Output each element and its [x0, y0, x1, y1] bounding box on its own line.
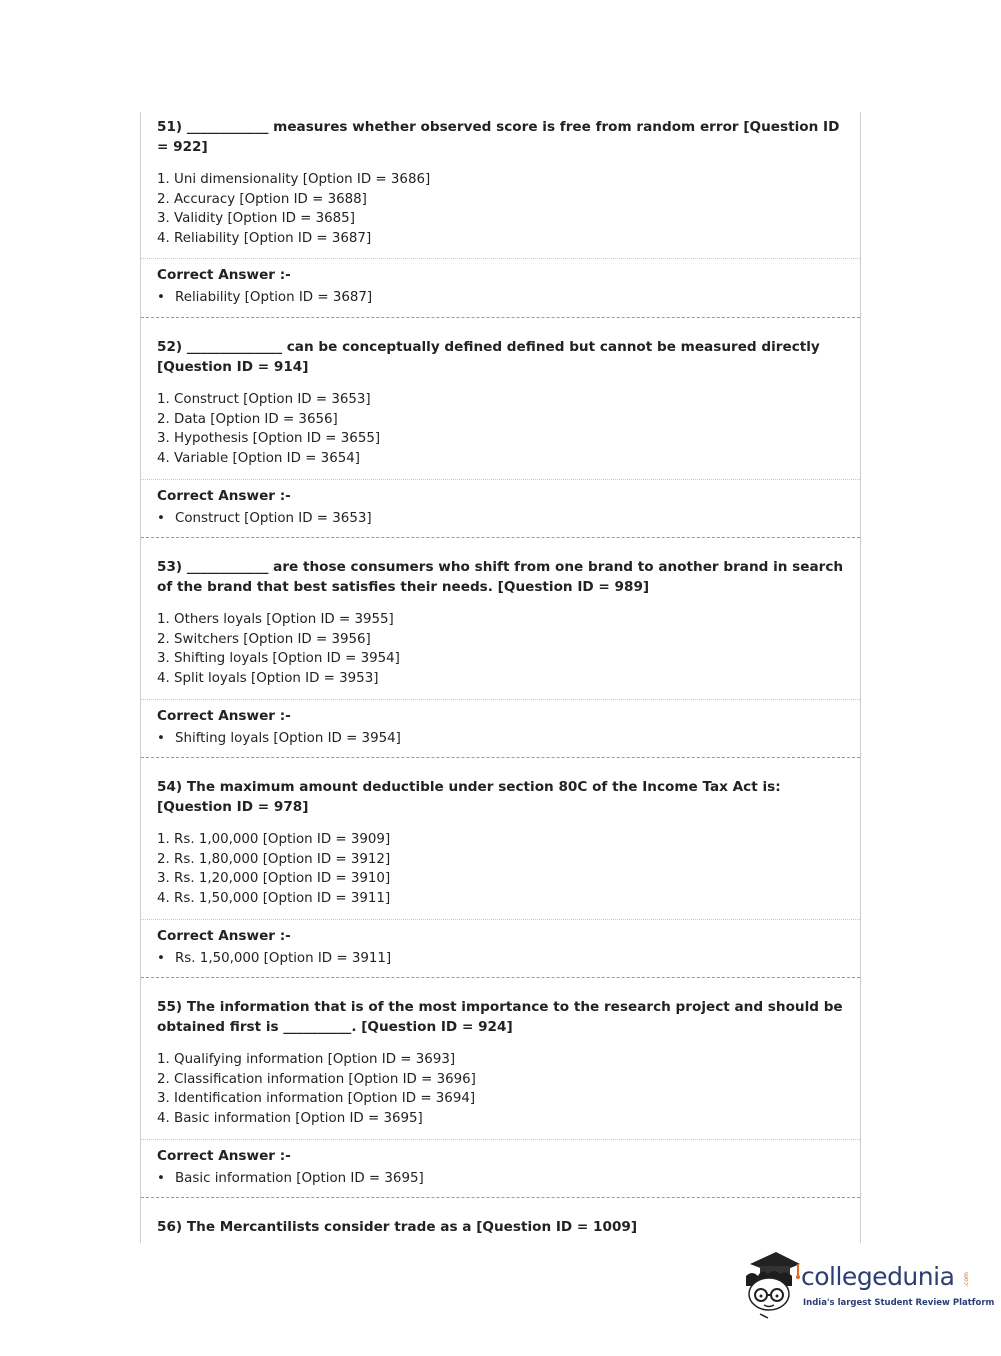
question-54: [141, 758, 860, 978]
correct-answer-label: Correct Answer :-: [157, 488, 291, 504]
option-item: 3. Rs. 1,20,000 [Option ID = 3910]: [157, 871, 391, 887]
correct-answer-text: Basic information [Option ID = 3695]: [175, 1171, 424, 1186]
question-text: 54) The maximum amount deductible under section 80C of the Income Tax Act is: [Question ID = 978]: [157, 779, 781, 815]
question-53: [141, 538, 860, 758]
bullet-icon: •: [157, 1171, 165, 1186]
option-item: 4. Reliability [Option ID = 3687]: [157, 230, 372, 246]
correct-answer-label: Correct Answer :-: [157, 267, 291, 283]
question-51: [141, 112, 860, 318]
option-item: 3. Identification information [Option ID = 3694]: [157, 1091, 476, 1107]
option-item: 2. Rs. 1,80,000 [Option ID = 3912]: [157, 851, 391, 867]
option-item: 3. Shifting loyals [Option ID = 3954]: [157, 651, 400, 667]
correct-answer-section: [141, 258, 860, 307]
option-item: 2. Accuracy [Option ID = 3688]: [157, 191, 367, 207]
question-55: [141, 978, 860, 1198]
brand-tagline: India's largest Student Review Platform: [803, 1298, 995, 1308]
option-list: [157, 830, 844, 908]
bullet-icon: •: [157, 731, 165, 746]
option-item: 3. Validity [Option ID = 3685]: [157, 211, 355, 227]
question-52: [141, 318, 860, 538]
option-item: 1. Uni dimensionality [Option ID = 3686]: [157, 172, 431, 187]
option-item: 1. Others loyals [Option ID = 3955]: [157, 612, 394, 627]
question-56: [141, 1198, 860, 1237]
option-item: 3. Hypothesis [Option ID = 3655]: [157, 431, 381, 447]
bullet-icon: •: [157, 511, 165, 526]
question-text: 56) The Mercantilists consider trade as a [Question ID = 1009]: [157, 1219, 638, 1235]
correct-answer-label: Correct Answer :-: [157, 1148, 291, 1164]
question-text: 55) The information that is of the most importance to the research project and should be obtained first is __________. [Question ID = 924]: [157, 999, 843, 1035]
question-text: 52) ______________ can be conceptually defined defined but cannot be measured directly [Question ID = 914]: [157, 339, 820, 375]
bullet-icon: •: [157, 290, 165, 305]
correct-answer: [157, 509, 844, 528]
correct-answer-label: Correct Answer :-: [157, 708, 291, 724]
option-item: 1. Qualifying information [Option ID = 3693]: [157, 1052, 456, 1067]
correct-answer: [157, 288, 844, 307]
correct-answer-section: [141, 479, 860, 528]
option-item: 4. Rs. 1,50,000 [Option ID = 3911]: [157, 890, 391, 906]
correct-answer: [157, 949, 844, 968]
correct-answer: [157, 729, 844, 748]
option-list: [157, 1050, 844, 1128]
correct-answer-label: Correct Answer :-: [157, 928, 291, 944]
option-item: 2. Switchers [Option ID = 3956]: [157, 631, 371, 647]
option-item: 2. Classification information [Option ID = 3696]: [157, 1071, 476, 1087]
correct-answer-section: [141, 1139, 860, 1188]
correct-answer: [157, 1169, 844, 1188]
option-item: 1. Construct [Option ID = 3653]: [157, 392, 371, 407]
correct-answer-section: [141, 919, 860, 968]
question-text: 51) ____________ measures whether observed score is free from random error [Question ID = 922]: [157, 119, 840, 155]
correct-answer-text: Shifting loyals [Option ID = 3954]: [175, 731, 401, 746]
correct-answer-text: Reliability [Option ID = 3687]: [175, 290, 373, 305]
option-item: 1. Rs. 1,00,000 [Option ID = 3909]: [157, 832, 391, 847]
option-list: [157, 610, 844, 688]
correct-answer-text: Rs. 1,50,000 [Option ID = 3911]: [175, 951, 392, 966]
correct-answer-text: Construct [Option ID = 3653]: [175, 511, 372, 526]
question-paper: [140, 112, 861, 1243]
option-list: [157, 390, 844, 468]
option-item: 4. Split loyals [Option ID = 3953]: [157, 670, 379, 686]
option-item: 4. Variable [Option ID = 3654]: [157, 450, 360, 466]
option-list: [157, 170, 844, 248]
mascot-icon: [742, 1250, 802, 1320]
collegedunia-logo: [742, 1250, 995, 1320]
brand-suffix: .com: [962, 1272, 970, 1287]
bullet-icon: •: [157, 951, 165, 966]
option-item: 2. Data [Option ID = 3656]: [157, 411, 338, 427]
question-text: 53) ____________ are those consumers who shift from one brand to another brand in search of the brand that best satisfies their needs. [Question ID = 989]: [157, 559, 844, 595]
brand-name: collegedunia: [801, 1262, 955, 1291]
correct-answer-section: [141, 699, 860, 748]
option-item: 4. Basic information [Option ID = 3695]: [157, 1110, 423, 1126]
